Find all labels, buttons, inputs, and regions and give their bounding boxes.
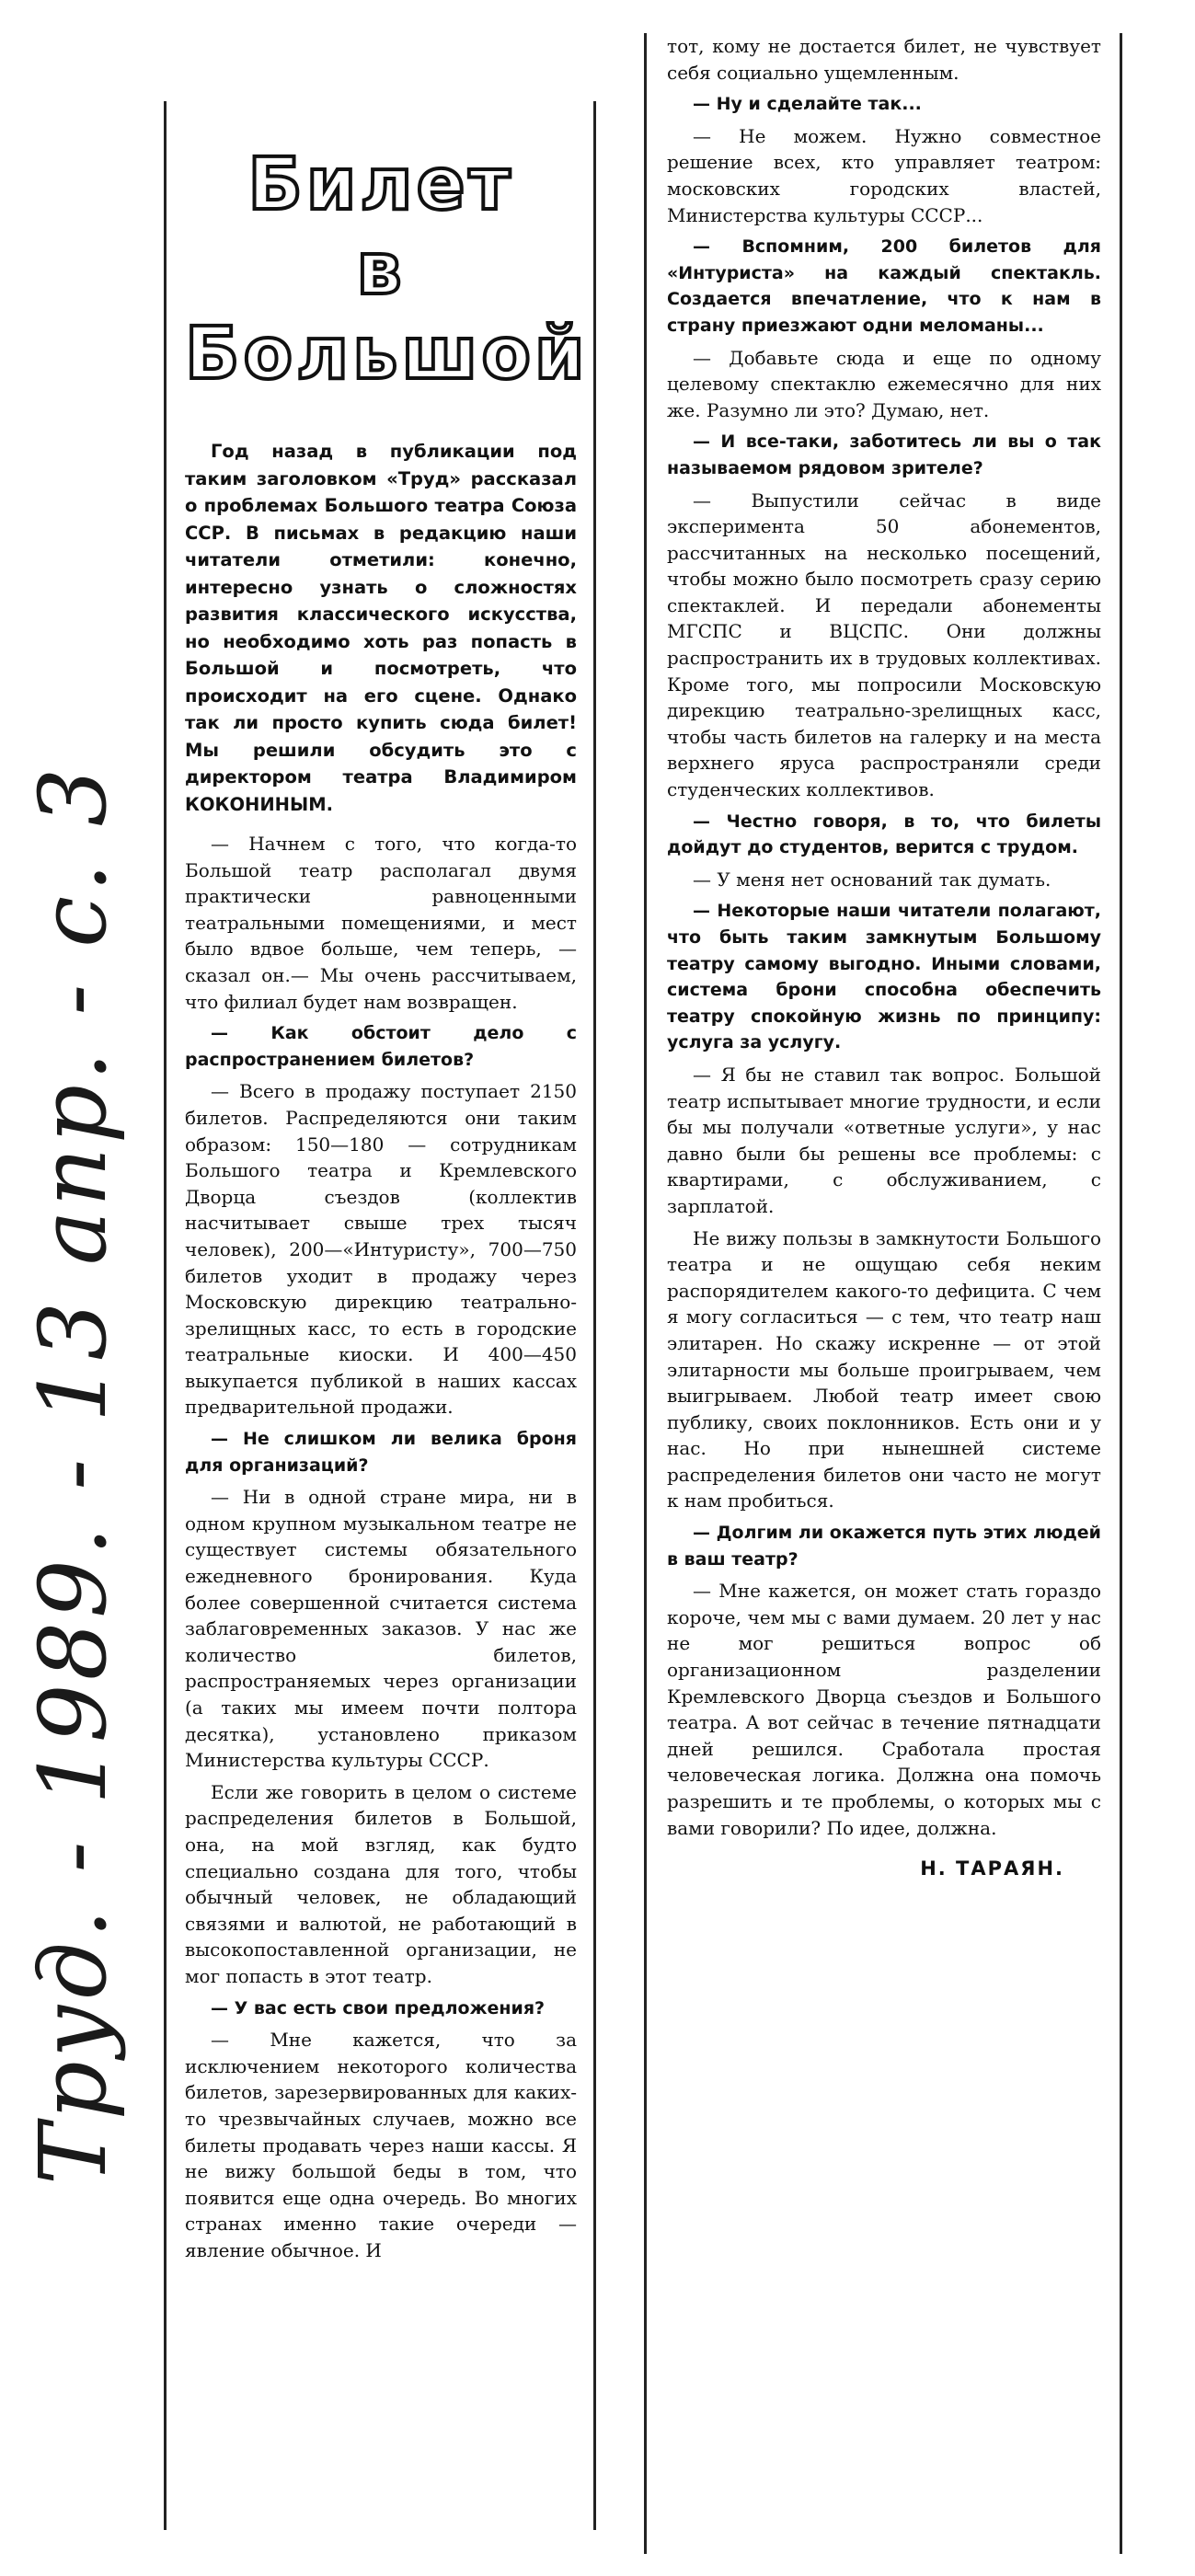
interview-answer: — Выпустили сейчас в виде эксперимента 50 абонементов, рассчитанных на несколько посещений, чтобы можно было посмотреть сразу серию спектаклей. И передали абонементы МГСПС и ВЦСПС. Они должны распространить их в трудовых коллективах. Кроме того, мы попросили Московскую дирекцию театрально-зрелищных касс, чтобы часть билетов на галерку и на места верхнего яруса распространяли среди студенческих коллективов. (667, 489, 1101, 801)
interview-answer: — У меня нет оснований так думать. (693, 868, 1051, 891)
interview-question: — Долгим ли окажется путь этих людей в ваш театр? (667, 1523, 1101, 1570)
interview-question: — У вас есть свои предложения? (211, 1997, 546, 2018)
interview-question: — Вспомним, 200 билетов для «Интуриста» на каждый спектакль. Создается впечатление, что к нам в страну приезжают одни меломаны... (667, 236, 1101, 336)
interview-answer: — Добавьте сюда и еще по одному целевому спектаклю ежемесячно для них же. Разумно ли это? Думаю, нет. (667, 346, 1101, 421)
left-column-body (185, 831, 577, 2263)
interview-answer: — Начнем с того, что когда-то Большой театр располагал двумя практически равноценными театральными помещениями, и мест было вдвое больше, чем теперь, — сказал он.— Мы очень рассчитываем, что филиал будет нам возвращен. (185, 833, 577, 1013)
interview-question: — Некоторые наши читатели полагают, что быть таким замкнутым Большому театру самому выгодно. Иными словами, система брони способна обеспечить театру спокойную жизнь по принципу: услуга за услугу. (667, 901, 1101, 1053)
interview-answer: — Не можем. Нужно совместное решение всех, кто управляет театром: московских городских властей, Министерства культуры СССР... (667, 124, 1101, 226)
headline (185, 143, 589, 397)
headline-line-2: в Большой (185, 228, 589, 396)
interview-answer: Если же говорить в целом о системе распределения билетов в Большой, она, на мой взгляд, как будто специально создана для того, чтобы обычный человек, не обладающий связями и валютой, не работающий в высокопоставленной организации, не мог попасть в этот театр. (185, 1780, 577, 1987)
interview-answer: — Мне кажется, что за исключением некоторого количества билетов, зарезервированных для каких-то чрезвычайных случаев, можно все билеты продавать через наши кассы. Я не вижу большой беды в том, что появится еще одна очередь. Во многих странах именно такие очереди — явление обычное. И (185, 2029, 577, 2261)
intro-paragraph: Год назад в публикации под таким заголовком «Труд» рассказал о проблемах Большого театра Союза ССР. В письмах в редакцию наши читатели отметили: конечно, интересно узнать о сложностях развития классического искусства, но необходимо хоть раз попасть в Большой и посмотреть, что происходит на его сцене. Однако так ли просто купить сюда билет! Мы решили обсудить это с директором театра Владимиром КОКОНИНЫМ. (185, 441, 577, 815)
interview-question: — И все-таки, заботитесь ли вы о так называемом рядовом зрителе? (667, 431, 1101, 478)
interview-answer: — Я бы не ставил так вопрос. Большой театр испытывает многие трудности, и если бы мы получали «ответные услуги», у нас давно были бы решены все проблемы: с квартирами, с обслуживанием, с зарплатой. (667, 1063, 1101, 1217)
right-column-body (667, 33, 1101, 1841)
left-column (164, 101, 596, 2530)
interview-answer: тот, кому не достается билет, не чувствует себя социально ущемленным. (667, 35, 1101, 84)
interview-answer: — Мне кажется, он может стать гораздо короче, чем мы с вами думаем. 20 лет у нас не мог решиться вопрос об организационном разделении Кремлевского Дворца съездов и Большого театра. А вот сейчас в течение пятнадцати дней решился. Сработала простая человеческая логика. Должна она помочь разрешить и те проблемы, о которых мы с вами говорили? По идее, должна. (667, 1580, 1101, 1839)
interview-question: — Честно говоря, в то, что билеты дойдут до студентов, верится с трудом. (667, 811, 1101, 858)
interview-answer: — Всего в продажу поступает 2150 билетов. Распределяются они таким образом: 150—180 — сотрудникам Большого театра и Кремлевского Дворца съездов (коллектив насчитывает свыше трех тысяч человек), 200—«Интуристу», 700—750 билетов уходит в продажу через Московскую дирекцию театрально-зрелищных касс, то есть в городские театральные киоски. И 400—450 выкупается публикой в наших кассах предварительной продажи. (185, 1080, 577, 1419)
interview-answer: — Ни в одной стране мира, ни в одном крупном музыкальном театре не существует системы обязательного ежедневного бронирования. Куда более совершенной считается система заблаговременных заказов. У нас же количество билетов, распространяемых через организации (а таких мы имеем почти полтора десятка), установлено приказом Министерства культуры СССР. (185, 1486, 577, 1772)
interview-answer: Не вижу пользы в замкнутости Большого театра и не ощущаю себя неким распорядителем какого-то дефицита. С чем я могу согласиться — с тем, что театр наш элитарен. Но скажу искренне — от этой элитарности мы больше проигрываем, чем выигрываем. Любой театр имеет свою публику, своих поклонников. Есть они и у нас. Но при нынешней системе распределения билетов они часто не могут к нам пробиться. (667, 1226, 1101, 1512)
author-signature: Н. ТАРАЯН. (920, 1857, 1064, 1880)
interview-question: — Как обстоит дело с распространением билетов? (185, 1023, 577, 1070)
right-column (644, 33, 1122, 2554)
interview-question: — Не слишком ли велика броня для организаций? (185, 1429, 577, 1476)
headline-line-1: Билет (247, 144, 514, 226)
handwritten-note: Труд. - 1989. - 13 апр. - с. 3 (19, 764, 127, 2185)
interview-question: — Ну и сделайте так... (693, 94, 922, 115)
